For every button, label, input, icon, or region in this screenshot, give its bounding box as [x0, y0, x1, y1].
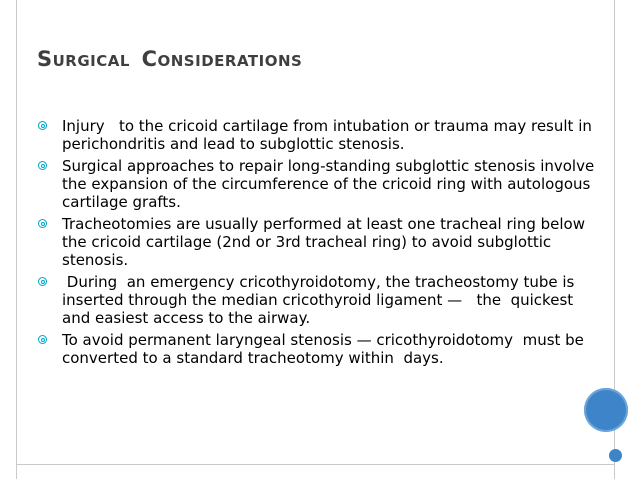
bullet-ring-icon [38, 277, 47, 286]
bullet-text: Tracheotomies are usually performed at least one tracheal ring below the cricoid cartilage (2nd or 3rd tracheal ring) to avoid subglottic stenosis. [62, 215, 590, 269]
title-rest-1: URGICAL [52, 52, 130, 70]
bullet-item [38, 331, 604, 367]
bullet-item [38, 157, 604, 211]
bullet-item [38, 117, 604, 153]
title-initial-1: S [37, 47, 53, 71]
bullet-item [38, 273, 604, 327]
bullet-ring-icon [38, 161, 47, 170]
title-rest-2: ONSIDERATIONS [157, 52, 303, 70]
slide-title [37, 36, 302, 74]
bullet-list [38, 117, 604, 371]
bullet-ring-icon [38, 121, 47, 130]
bullet-text: Surgical approaches to repair long-standing subglottic stenosis involve the expansion of the circumference of the cricoid ring with autologous cartilage grafts. [62, 157, 599, 211]
bullet-ring-icon [38, 335, 47, 344]
decorative-circle-small [609, 449, 622, 462]
decorative-circle-large [584, 388, 628, 432]
bullet-text: To avoid permanent laryngeal stenosis — cricothyroidotomy must be converted to a standard tracheotomy within days. [62, 331, 589, 367]
bullet-item [38, 215, 604, 269]
bullet-text: During an emergency cricothyroidotomy, the tracheostomy tube is inserted through the median cricothyroid ligament — the quickest and easiest access to the airway. [62, 273, 580, 327]
frame-left-line [16, 0, 17, 479]
bullet-text: Injury to the cricoid cartilage from intubation or trauma may result in perichondritis and lead to subglottic stenosis. [62, 117, 597, 153]
frame-bottom-line [16, 464, 615, 465]
bullet-ring-icon [38, 219, 47, 228]
title-initial-2: C [141, 47, 158, 71]
